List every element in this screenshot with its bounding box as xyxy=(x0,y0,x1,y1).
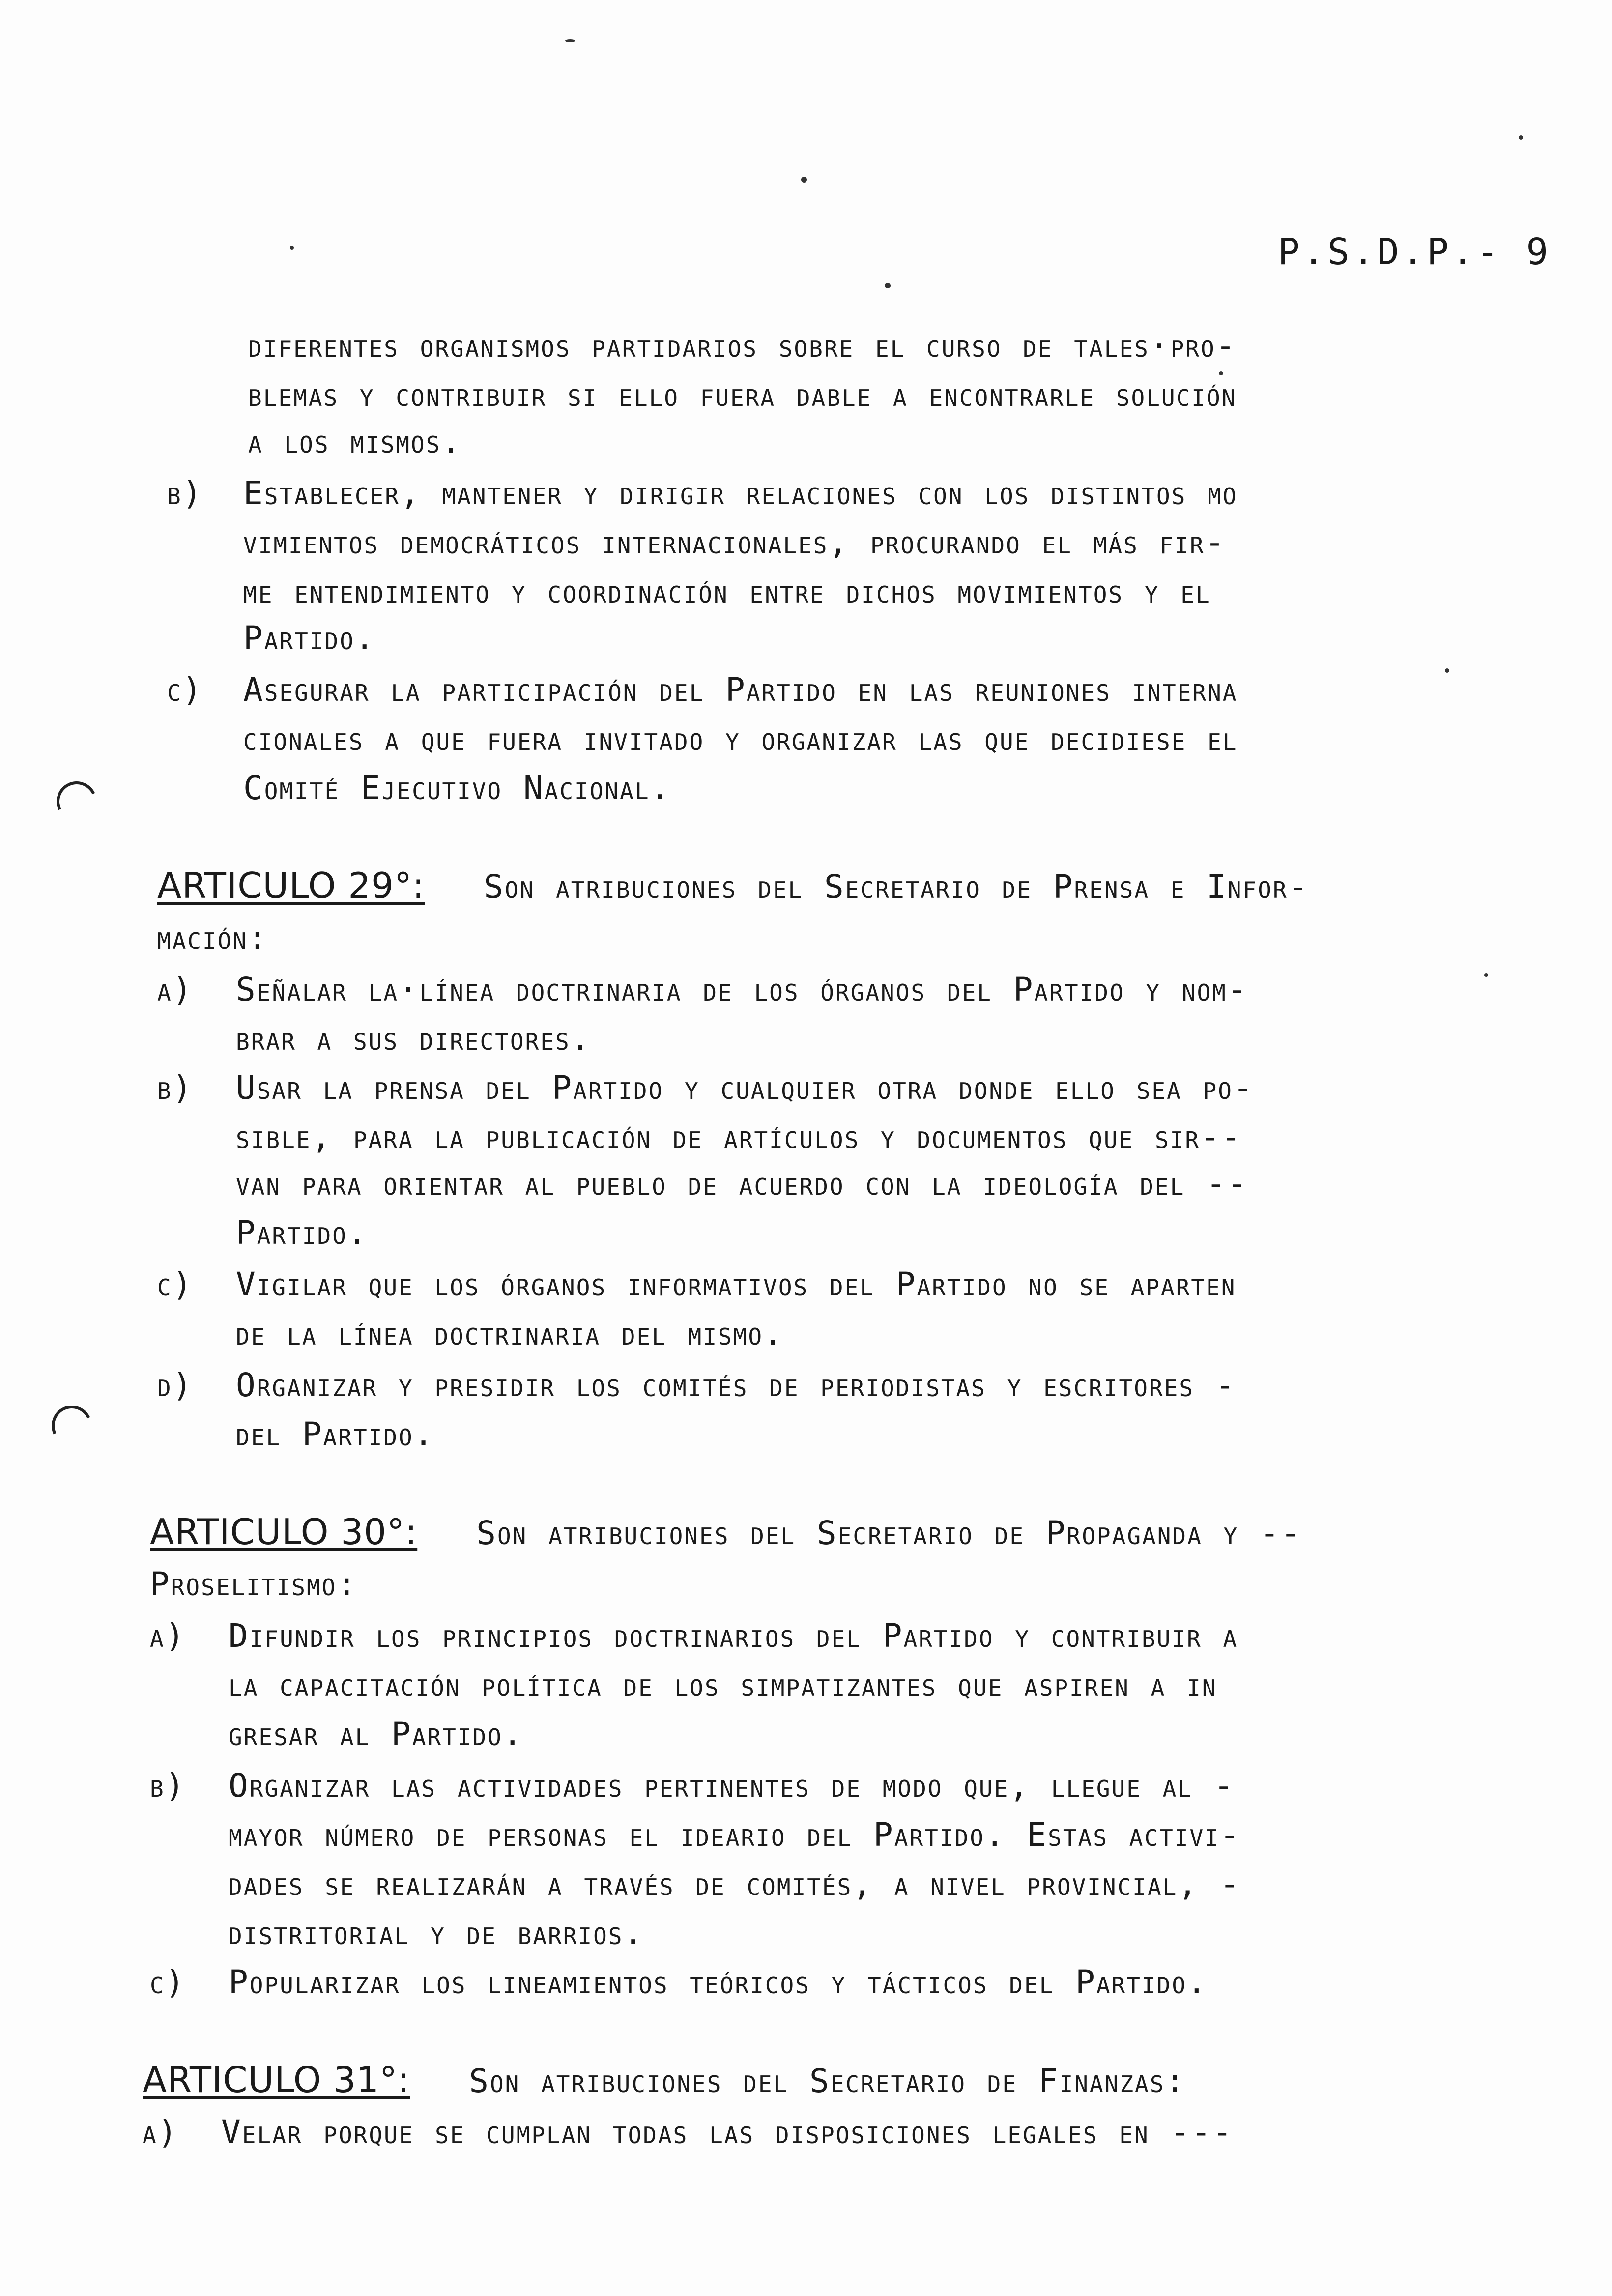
item-line: sible, para la publicación de artículos y documentos que sir-- xyxy=(236,1118,1242,1156)
item-line: la capacitación política de los simpatizantes que aspiren a in xyxy=(229,1666,1217,1704)
item-line: Partido. xyxy=(236,1214,369,1252)
scan-speck xyxy=(801,177,807,183)
item-line: Organizar las actividades pertinentes de modo que, llegue al - xyxy=(229,1767,1235,1805)
article-30-continuation: Proselitismo: xyxy=(150,1565,358,1603)
article-30-title: ARTICULO 30°: xyxy=(150,1511,418,1552)
item-marker: b) xyxy=(157,1069,194,1107)
item-line: Comité Ejecutivo Nacional. xyxy=(243,769,671,807)
item-line: dades se realizarán a través de comités, a nivel provincial, - xyxy=(229,1865,1241,1903)
scan-speck xyxy=(565,39,575,42)
item-line: Asegurar la participación del Partido en las reuniones interna xyxy=(243,671,1238,709)
article-31-text: Son atribuciones del Secretario de Finanzas: xyxy=(469,2062,1186,2100)
punch-hole-mark xyxy=(46,1400,97,1451)
scan-speck xyxy=(1219,371,1223,375)
item-line: Partido. xyxy=(243,619,376,657)
item-marker: c) xyxy=(150,1963,186,2001)
item-marker: a) xyxy=(150,1617,186,1655)
article-30-heading xyxy=(150,1511,1301,1552)
item-marker: b) xyxy=(150,1767,186,1805)
item-marker: a) xyxy=(143,2113,179,2151)
scan-speck xyxy=(290,246,294,250)
item-line: Vigilar que los órganos informativos del Partido no se aparten xyxy=(236,1265,1237,1303)
scan-speck xyxy=(1484,973,1488,977)
item-line: brar a sus directores. xyxy=(236,1020,592,1058)
article-29-continuation: mación: xyxy=(157,919,269,957)
item-line: de la línea doctrinaria del mismo. xyxy=(236,1315,784,1352)
item-marker: b) xyxy=(167,474,203,512)
scan-speck xyxy=(1519,135,1523,140)
item-line: van para orientar al pueblo de acuerdo con la ideología del -- xyxy=(236,1165,1248,1203)
item-marker: a) xyxy=(157,971,194,1008)
item-line: cionales a que fuera invitado y organizar las que decidiese el xyxy=(243,720,1238,758)
item-marker: d) xyxy=(157,1366,194,1404)
item-line: Popularizar los lineamientos teóricos y tácticos del Partido. xyxy=(229,1963,1208,2001)
punch-hole-mark xyxy=(51,775,102,827)
item-line: Usar la prensa del Partido y cualquier otra donde ello sea po- xyxy=(236,1069,1254,1107)
item-line: Señalar la·línea doctrinaria de los órganos del Partido y nom- xyxy=(236,971,1248,1008)
item-line: del Partido. xyxy=(236,1415,435,1453)
intro-line: diferentes organismos partidarios sobre el curso de tales·pro- xyxy=(248,327,1237,365)
item-line: Establecer, mantener y dirigir relaciones con los distintos mo xyxy=(243,474,1238,512)
intro-line: blemas y contribuir si ello fuera dable a encontrarle solución xyxy=(248,376,1237,414)
item-marker: c) xyxy=(167,671,203,709)
page-number: P.S.D.P.- 9 xyxy=(1278,231,1552,273)
intro-line: a los mismos. xyxy=(248,423,462,460)
item-line: vimientos democráticos internacionales, procurando el más fir- xyxy=(243,523,1226,561)
article-31-title: ARTICULO 31°: xyxy=(143,2059,410,2100)
item-line: gresar al Partido. xyxy=(229,1715,524,1753)
scan-speck xyxy=(885,283,891,288)
article-29-title: ARTICULO 29°: xyxy=(157,865,425,906)
item-line: me entendimiento y coordinación entre dichos movimientos y el xyxy=(243,573,1211,610)
article-30-text: Son atribuciones del Secretario de Propaganda y -- xyxy=(476,1514,1302,1552)
item-line: Difundir los principios doctrinarios del Partido y contribuir a xyxy=(229,1617,1238,1655)
item-line: Organizar y presidir los comités de periodistas y escritores - xyxy=(236,1366,1237,1404)
article-31-heading xyxy=(143,2059,1186,2100)
item-line: Velar porque se cumplan todas las disposiciones legales en --- xyxy=(221,2113,1234,2151)
article-29-heading xyxy=(157,865,1309,906)
article-29-text: Son atribuciones del Secretario de Prensa e Infor- xyxy=(484,868,1309,906)
item-line: distritorial y de barrios. xyxy=(229,1914,645,1952)
item-line: mayor número de personas el ideario del Partido. Estas activi- xyxy=(229,1816,1241,1854)
item-marker: c) xyxy=(157,1265,194,1303)
scan-speck xyxy=(1445,668,1449,673)
